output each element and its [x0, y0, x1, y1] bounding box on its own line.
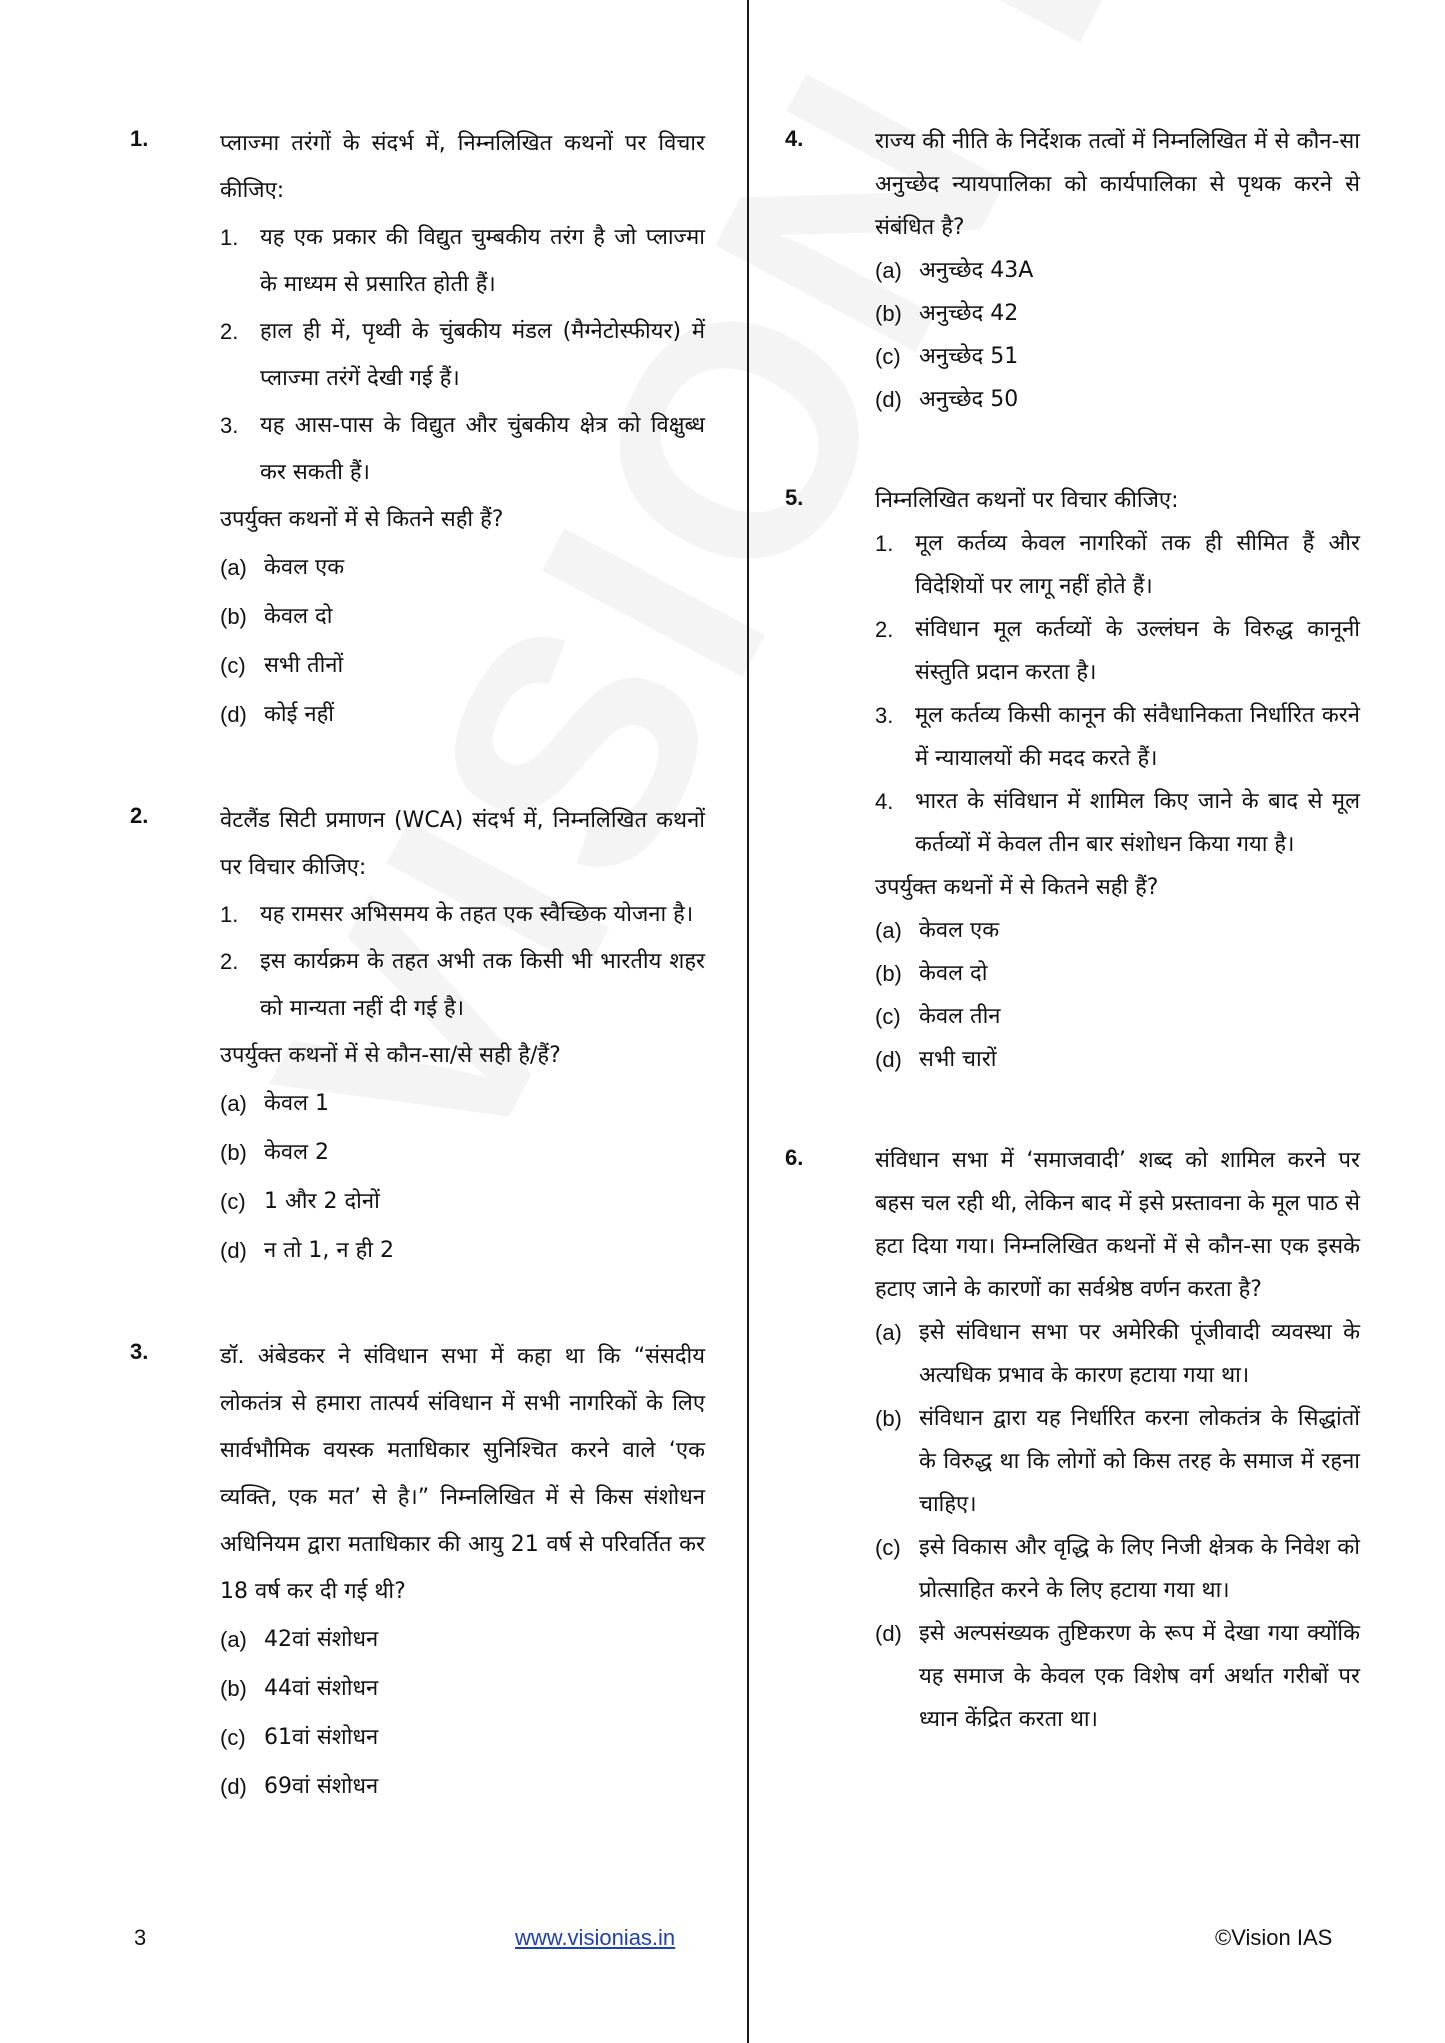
question-stem: राज्य की नीति के निर्देशक तत्वों में निम्नलिखित में से कौन-सा अनुच्छेद न्यायपालिका को कार्यपालिका से पृथक करने से संबंधित है? [875, 129, 1360, 240]
left-column [130, 120, 705, 1869]
option-list [220, 1615, 705, 1811]
question-number: 2. [130, 803, 149, 828]
option-text: केवल एक [919, 918, 1000, 943]
question-stem: संविधान सभा में ‘समाजवादी’ शब्द को शामिल करने पर बहस चल रही थी, लेकिन बाद में इसे प्रस्तावना के मूल पाठ से हटा दिया गया। निम्नलिखित कथनों में से कौन-सा एक इसके हटाए जाने के कारणों का सर्वश्रेष्ठ वर्णन करता है? [875, 1148, 1360, 1302]
answer-option[interactable] [220, 690, 705, 739]
option-label: (b) [220, 604, 247, 629]
statement-item [875, 608, 1360, 694]
answer-option[interactable] [875, 1526, 1360, 1612]
option-text: इसे अल्पसंख्यक तुष्टिकरण के रूप में देखा गया क्योंकि यह समाज के केवल एक विशेष वर्ग अर्थात गरीबों पर ध्यान केंद्रित करता था। [919, 1621, 1360, 1732]
option-text: इसे विकास और वृद्धि के लिए निजी क्षेत्रक के निवेश को प्रोत्साहित करने के लिए हटाया गया था। [919, 1535, 1360, 1603]
statement-item [220, 402, 705, 496]
answer-option[interactable] [875, 378, 1360, 421]
option-text: 69वां संशोधन [264, 1774, 379, 1799]
option-list [875, 249, 1360, 421]
option-text: 44वां संशोधन [264, 1676, 379, 1701]
question-number: 4. [785, 126, 804, 151]
option-label: (a) [220, 555, 247, 580]
answer-option[interactable] [220, 1128, 705, 1177]
option-label: (b) [220, 1676, 247, 1701]
option-label: (d) [875, 1047, 902, 1072]
statement-number: 2. [220, 949, 239, 974]
answer-option[interactable] [875, 292, 1360, 335]
question-block [785, 120, 1360, 421]
copyright-text: ©Vision IAS [1215, 1925, 1333, 1950]
option-text: कोई नहीं [264, 702, 334, 727]
question-number: 5. [785, 485, 804, 510]
question-stem: वेटलैंड सिटी प्रमाणन (WCA) संदर्भ में, निम्नलिखित कथनों पर विचार कीजिए: [220, 808, 705, 880]
option-text: इसे संविधान सभा पर अमेरिकी पूंजीवादी व्यवस्था के अत्यधिक प्रभाव के कारण हटाया गया था। [919, 1320, 1360, 1388]
option-text: 61वां संशोधन [264, 1725, 379, 1750]
question-prompt: उपर्युक्त कथनों में से कितने सही हैं? [875, 875, 1159, 900]
option-label: (d) [875, 387, 902, 412]
option-list [875, 1311, 1360, 1741]
statement-number: 1. [220, 902, 239, 927]
option-text: अनुच्छेद 42 [919, 301, 1019, 326]
statement-text: इस कार्यक्रम के तहत अभी तक किसी भी भारतीय शहर को मान्यता नहीं दी गई है। [260, 949, 705, 1021]
question-number: 3. [130, 1339, 149, 1364]
statement-text: यह एक प्रकार की विद्युत चुम्बकीय तरंग है जो प्लाज्मा के माध्यम से प्रसारित होती हैं। [260, 225, 705, 297]
option-text: सभी तीनों [264, 653, 344, 678]
statement-item [875, 522, 1360, 608]
option-list [220, 543, 705, 739]
question-block [130, 1333, 705, 1811]
statement-list [220, 891, 705, 1032]
statement-item [220, 214, 705, 308]
option-text: केवल 1 [264, 1091, 330, 1116]
option-label: (b) [220, 1140, 247, 1165]
answer-option[interactable] [875, 952, 1360, 995]
question-number: 6. [785, 1145, 804, 1170]
question-block [130, 797, 705, 1275]
answer-option[interactable] [220, 1664, 705, 1713]
option-text: केवल तीन [919, 1004, 1001, 1029]
answer-option[interactable] [220, 1615, 705, 1664]
question-stem: डॉ. अंबेडकर ने संविधान सभा में कहा था कि “संसदीय लोकतंत्र से हमारा तात्पर्य संविधान में सभी नागरिकों के लिए सार्वभौमिक वयस्क मताधिकार सुनिश्चित करने वाले ‘एक व्यक्ति, एक मत’ से है।” निम्नलिखित में से किस संशोधन अधिनियम द्वारा मताधिकार की आयु 21 वर्ष से परिवर्तित कर 18 वर्ष कर दी गई थी? [220, 1344, 705, 1604]
statement-item [220, 938, 705, 1032]
answer-option[interactable] [875, 1612, 1360, 1741]
answer-option[interactable] [875, 249, 1360, 292]
option-text: संविधान द्वारा यह निर्धारित करना लोकतंत्र के सिद्धांतों के विरुद्ध था कि लोगों को किस तरह के समाज में रहना चाहिए। [919, 1406, 1360, 1517]
statement-list [220, 214, 705, 496]
question-prompt: उपर्युक्त कथनों में से कितने सही हैं? [220, 507, 504, 532]
answer-option[interactable] [220, 1177, 705, 1226]
question-block [785, 479, 1360, 1081]
statement-item [220, 308, 705, 402]
column-divider [747, 0, 749, 2043]
option-label: (b) [875, 301, 902, 326]
option-label: (b) [875, 961, 902, 986]
question-block [785, 1139, 1360, 1741]
answer-option[interactable] [220, 641, 705, 690]
option-label: (a) [875, 258, 902, 283]
statement-number: 1. [875, 531, 894, 556]
statement-text: यह आस-पास के विद्युत और चुंबकीय क्षेत्र को विक्षुब्ध कर सकती हैं। [260, 413, 705, 485]
statement-number: 4. [875, 789, 894, 814]
option-label: (a) [875, 1320, 902, 1345]
option-text: 1 और 2 दोनों [264, 1189, 380, 1214]
option-text: अनुच्छेद 50 [919, 387, 1019, 412]
answer-option[interactable] [875, 335, 1360, 378]
statement-number: 2. [875, 617, 894, 642]
option-label: (c) [220, 1725, 246, 1750]
option-label: (a) [875, 918, 902, 943]
question-number: 1. [130, 126, 149, 151]
right-column [785, 120, 1360, 1799]
answer-option[interactable] [220, 1226, 705, 1275]
statement-list [875, 522, 1360, 866]
answer-option[interactable] [875, 909, 1360, 952]
statement-text: मूल कर्तव्य केवल नागरिकों तक ही सीमित हैं और विदेशियों पर लागू नहीं होते हैं। [915, 531, 1360, 599]
answer-option[interactable] [875, 995, 1360, 1038]
question-stem: प्लाज्मा तरंगों के संदर्भ में, निम्नलिखित कथनों पर विचार कीजिए: [220, 131, 705, 203]
option-text: अनुच्छेद 51 [919, 344, 1019, 369]
option-text: केवल एक [264, 555, 345, 580]
answer-option[interactable] [220, 543, 705, 592]
option-text: सभी चारों [919, 1047, 997, 1072]
answer-option[interactable] [875, 1311, 1360, 1397]
website-link[interactable]: www.visionias.in [515, 1925, 676, 1950]
option-text: केवल दो [919, 961, 988, 986]
answer-option[interactable] [220, 1079, 705, 1128]
option-text: अनुच्छेद 43A [919, 258, 1034, 283]
option-list [220, 1079, 705, 1275]
option-label: (d) [875, 1621, 902, 1646]
option-label: (d) [220, 702, 247, 727]
option-label: (c) [875, 344, 901, 369]
statement-number: 3. [220, 413, 239, 438]
statement-text: भारत के संविधान में शामिल किए जाने के बाद से मूल कर्तव्यों में केवल तीन बार संशोधन किया गया है। [915, 789, 1360, 857]
page-number: 3 [134, 1925, 147, 1950]
option-label: (d) [220, 1774, 247, 1799]
statement-number: 3. [875, 703, 894, 728]
statement-item [875, 694, 1360, 780]
statement-item [875, 780, 1360, 866]
statement-text: मूल कर्तव्य किसी कानून की संवैधानिकता निर्धारित करने में न्यायालयों की मदद करते हैं। [915, 703, 1360, 771]
option-label: (c) [220, 1189, 246, 1214]
option-list [875, 909, 1360, 1081]
option-label: (c) [875, 1535, 901, 1560]
answer-option[interactable] [220, 1762, 705, 1811]
answer-option[interactable] [875, 1397, 1360, 1526]
option-label: (b) [875, 1406, 902, 1431]
statement-item [220, 891, 705, 938]
option-text: केवल दो [264, 604, 333, 629]
option-text: न तो 1, न ही 2 [264, 1238, 394, 1263]
question-block [130, 120, 705, 739]
option-label: (a) [220, 1091, 247, 1116]
answer-option[interactable] [875, 1038, 1360, 1081]
answer-option[interactable] [220, 592, 705, 641]
option-label: (c) [220, 653, 246, 678]
statement-text: यह रामसर अभिसमय के तहत एक स्वैच्छिक योजना है। [260, 902, 694, 927]
option-label: (d) [220, 1238, 247, 1263]
option-text: 42वां संशोधन [264, 1627, 379, 1652]
option-label: (c) [875, 1004, 901, 1029]
statement-text: हाल ही में, पृथ्वी के चुंबकीय मंडल (मैग्नेटोस्फीयर) में प्लाज्मा तरंगें देखी गई हैं। [260, 319, 705, 391]
answer-option[interactable] [220, 1713, 705, 1762]
question-prompt: उपर्युक्त कथनों में से कौन-सा/से सही है/हैं? [220, 1043, 561, 1068]
statement-number: 2. [220, 319, 239, 344]
option-label: (a) [220, 1627, 247, 1652]
question-stem: निम्नलिखित कथनों पर विचार कीजिए: [875, 488, 1179, 513]
statement-text: संविधान मूल कर्तव्यों के उल्लंघन के विरुद्ध कानूनी संस्तुति प्रदान करता है। [915, 617, 1360, 685]
option-text: केवल 2 [264, 1140, 330, 1165]
statement-number: 1. [220, 225, 239, 250]
